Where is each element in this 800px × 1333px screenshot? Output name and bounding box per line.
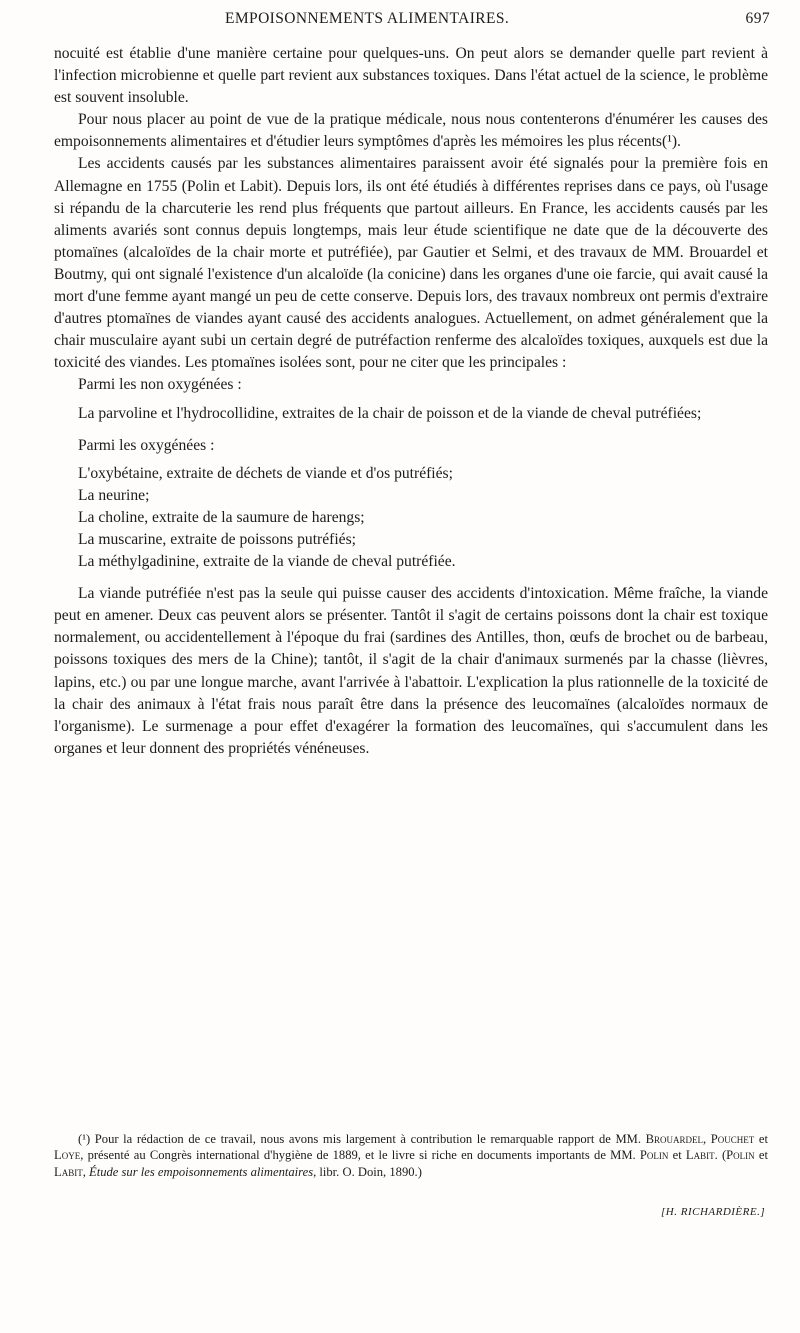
page-number: 697 <box>745 10 770 27</box>
heading-non-oxygenated: Parmi les non oxygénées : <box>78 376 242 394</box>
author-name: Labit <box>685 1148 715 1163</box>
author-name: Brouardel <box>645 1132 704 1146</box>
list-non-oxygenated <box>54 403 768 425</box>
author-name: Polin <box>726 1148 755 1163</box>
footnote-text <box>54 1131 768 1180</box>
body-text <box>54 43 768 760</box>
separator: , <box>703 1132 711 1146</box>
paragraph-continuation: nocuité est établie d'une manière certaine pour quelques-uns. On peut alors se demander quelle part revient à l'infection microbienne et quelle part revient aux substances toxiques. Dans l'état actuel de la science, le problème est souvent insoluble. <box>54 45 768 107</box>
paragraph-history: Les accidents causés par les substances alimentaires paraissent avoir été signalés pour la première fois en Allemagne en 1755 (Polin et Labit). Depuis lors, ils ont été étudiés à différentes reprises dans ce pays, où l'usage si répandu de la charcuterie les rend plus fréquents que partout ailleurs. En France, les accidents causés par les aliments avariés sont connus depuis longtemps, mais leur étude scientifique ne date que de la découverte des ptomaïnes (alcaloïdes de la chair morte et putréfiée), par Gautier et Selmi, et des travaux de MM. Brouardel et Boutmy, qui ont signalé l'existence d'un alcaloïde (la conicine) dans les organes d'une oie farcie, qui avait causé la mort d'une femme ayant mangé un peu de cette conserve. Depuis lors, des travaux nombreux ont permis d'extraire d'autres ptomaïnes de viandes ayant causé des accidents analogues. Actuellement, on admet généralement que la chair musculaire ayant subi un certain degré de putréfaction renferme des alcaloïdes toxiques, auxquels est due la toxicité des viandes. Les ptomaïnes isolées sont, pour ne citer que les principales : <box>54 155 768 372</box>
list-item: La méthylgadinine, extraite de la viande de cheval putréfiée. <box>78 553 456 571</box>
footnote-reference: (¹). <box>662 133 681 151</box>
separator: , <box>82 1164 89 1179</box>
paragraph-practice <box>54 109 768 153</box>
list-item: La muscarine, extraite de poissons putréfiés; <box>78 530 356 548</box>
running-title: EMPOISONNEMENTS ALIMENTAIRES. <box>225 10 510 27</box>
conjunction: et <box>754 1132 769 1146</box>
list-item: La parvoline et l'hydrocollidine, extraites de la chair de poisson et de la viande de cheval putréfiées; <box>78 404 702 422</box>
author-signature: [H. RICHARDIÈRE.] <box>661 1206 766 1218</box>
footnote-part: . ( <box>714 1148 727 1163</box>
paragraph-fresh-meat: La viande putréfiée n'est pas la seule qui puisse causer des accidents d'intoxication. Même fraîche, la viande peut en amener. Deux cas peuvent alors se présenter. Tantôt il s'agit de certains poissons dont la chair est toxique normalement, ou accidentellement à l'époque du frai (sardines des Antilles, thon, œufs de brochet ou de barbeau, poissons toxiques des mers de la Chine); tantôt, il s'agit de la chair d'animaux surmenés par la chasse (lièvres, lapins, etc.) ou par une longue marche, avant l'arrivée à l'abattoir. L'explication la plus rationnelle de la toxicité de la chair des animaux à l'état frais nous paraît être dans la présence des leucomaïnes (alcaloïdes normaux de l'organisme). Le surmenage a pour effet d'exagérer la formation des leucomaïnes, qui s'accumulent dans les organes et leur donnent des propriétés vénéneuses. <box>54 585 768 757</box>
list-item: La neurine; <box>78 486 150 504</box>
running-head <box>0 6 800 30</box>
list-oxygenated <box>54 463 768 573</box>
footnote <box>54 1131 768 1180</box>
book-title: Étude sur les empoisonnements alimentaires <box>89 1164 314 1179</box>
list-item: La choline, extraite de la saumure de harengs; <box>78 508 365 526</box>
footnote-marker: (¹) <box>78 1132 91 1146</box>
author-name: Loye <box>54 1148 81 1163</box>
paragraph-practice-text: Pour nous placer au point de vue de la pratique médicale, nous nous contenterons d'énumérer les causes des empoisonnements alimentaires et d'étudier leurs symptômes d'après les mémoires les plus récents <box>54 111 768 151</box>
footnote-part: Pour la rédaction de ce travail, nous avons mis largement à contribution le remarquable rapport de MM. <box>94 1132 642 1146</box>
author-name: Polin <box>639 1148 669 1163</box>
conjunction: et <box>668 1148 686 1163</box>
author-name: Labit <box>54 1164 83 1179</box>
heading-oxygenated: Parmi les oxygénées : <box>78 436 215 454</box>
footnote-part: , présenté au Congrès international d'hygiène de 1889, et le livre si riche en documents importants de MM. <box>80 1148 636 1163</box>
footnote-part: , libr. O. Doin, 1890.) <box>313 1164 422 1179</box>
conjunction: et <box>754 1148 768 1163</box>
author-name: Pouchet <box>710 1132 755 1146</box>
list-item: L'oxybétaine, extraite de déchets de viande et d'os putréfiés; <box>78 464 453 482</box>
